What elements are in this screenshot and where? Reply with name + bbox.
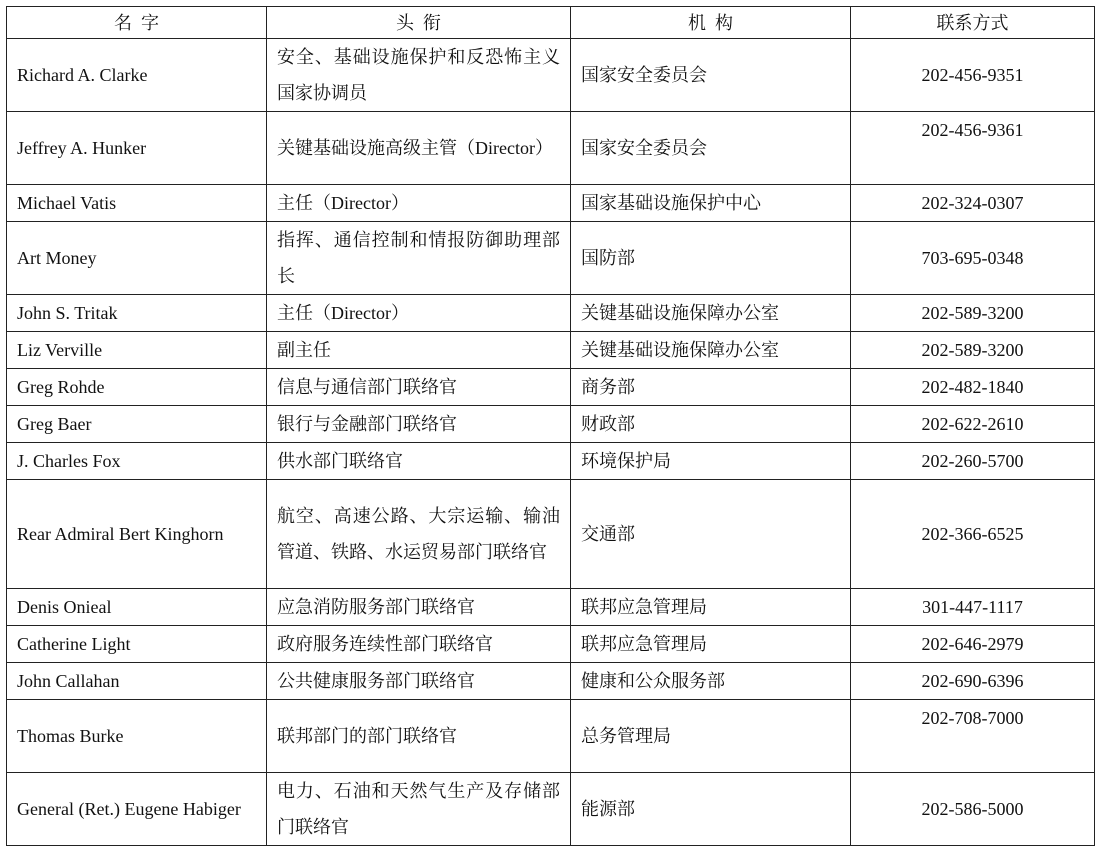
cell-title: 副主任 <box>267 332 571 369</box>
contact-table <box>6 6 1095 846</box>
cell-name: Liz Verville <box>7 332 267 369</box>
table-row <box>7 369 1095 406</box>
header-row <box>7 7 1095 39</box>
cell-org: 总务管理局 <box>571 700 851 773</box>
table-row <box>7 663 1095 700</box>
cell-contact: 703-695-0348 <box>851 222 1095 295</box>
cell-name: Denis Onieal <box>7 589 267 626</box>
cell-org: 环境保护局 <box>571 443 851 480</box>
cell-contact: 202-456-9361 <box>851 112 1095 185</box>
header-title: 头 衔 <box>267 7 571 39</box>
cell-name: Art Money <box>7 222 267 295</box>
cell-org: 联邦应急管理局 <box>571 626 851 663</box>
cell-org: 能源部 <box>571 773 851 846</box>
cell-name: Thomas Burke <box>7 700 267 773</box>
cell-contact: 202-622-2610 <box>851 406 1095 443</box>
cell-org: 财政部 <box>571 406 851 443</box>
cell-contact: 301-447-1117 <box>851 589 1095 626</box>
cell-title: 主任（Director） <box>267 295 571 332</box>
cell-org: 国防部 <box>571 222 851 295</box>
cell-name: Greg Baer <box>7 406 267 443</box>
cell-contact: 202-324-0307 <box>851 185 1095 222</box>
cell-title: 公共健康服务部门联络官 <box>267 663 571 700</box>
cell-name: Rear Admiral Bert Kinghorn <box>7 480 267 589</box>
header-contact: 联系方式 <box>851 7 1095 39</box>
cell-org: 关键基础设施保障办公室 <box>571 295 851 332</box>
cell-contact: 202-586-5000 <box>851 773 1095 846</box>
table-row <box>7 700 1095 773</box>
cell-name: Michael Vatis <box>7 185 267 222</box>
cell-name: Jeffrey A. Hunker <box>7 112 267 185</box>
cell-contact: 202-482-1840 <box>851 369 1095 406</box>
cell-name: J. Charles Fox <box>7 443 267 480</box>
table-row <box>7 222 1095 295</box>
table-row <box>7 185 1095 222</box>
cell-org: 商务部 <box>571 369 851 406</box>
table-row <box>7 406 1095 443</box>
cell-contact: 202-690-6396 <box>851 663 1095 700</box>
cell-contact: 202-589-3200 <box>851 295 1095 332</box>
cell-name: John Callahan <box>7 663 267 700</box>
cell-org: 国家基础设施保护中心 <box>571 185 851 222</box>
table-row <box>7 443 1095 480</box>
cell-contact: 202-646-2979 <box>851 626 1095 663</box>
table-row <box>7 39 1095 112</box>
cell-org: 健康和公众服务部 <box>571 663 851 700</box>
cell-name: General (Ret.) Eugene Habiger <box>7 773 267 846</box>
cell-contact: 202-366-6525 <box>851 480 1095 589</box>
cell-contact: 202-589-3200 <box>851 332 1095 369</box>
cell-contact: 202-708-7000 <box>851 700 1095 773</box>
cell-title: 联邦部门的部门联络官 <box>267 700 571 773</box>
cell-contact: 202-456-9351 <box>851 39 1095 112</box>
cell-title: 主任（Director） <box>267 185 571 222</box>
table-row <box>7 295 1095 332</box>
cell-title: 应急消防服务部门联络官 <box>267 589 571 626</box>
cell-org: 国家安全委员会 <box>571 39 851 112</box>
table-row <box>7 589 1095 626</box>
cell-title: 关键基础设施高级主管（Director） <box>267 112 571 185</box>
cell-org: 交通部 <box>571 480 851 589</box>
cell-org: 关键基础设施保障办公室 <box>571 332 851 369</box>
cell-name: Catherine Light <box>7 626 267 663</box>
cell-name: Richard A. Clarke <box>7 39 267 112</box>
cell-title: 指挥、通信控制和情报防御助理部长 <box>267 222 571 295</box>
cell-title: 电力、石油和天然气生产及存储部门联络官 <box>267 773 571 846</box>
cell-name: John S. Tritak <box>7 295 267 332</box>
table-row <box>7 773 1095 846</box>
header-name: 名 字 <box>7 7 267 39</box>
cell-org: 国家安全委员会 <box>571 112 851 185</box>
cell-title: 航空、高速公路、大宗运输、输油管道、铁路、水运贸易部门联络官 <box>267 480 571 589</box>
cell-title: 安全、基础设施保护和反恐怖主义国家协调员 <box>267 39 571 112</box>
table-row <box>7 480 1095 589</box>
table-row <box>7 626 1095 663</box>
cell-org: 联邦应急管理局 <box>571 589 851 626</box>
cell-title: 供水部门联络官 <box>267 443 571 480</box>
header-org: 机 构 <box>571 7 851 39</box>
cell-name: Greg Rohde <box>7 369 267 406</box>
table-row <box>7 112 1095 185</box>
cell-title: 政府服务连续性部门联络官 <box>267 626 571 663</box>
cell-title: 银行与金融部门联络官 <box>267 406 571 443</box>
cell-title: 信息与通信部门联络官 <box>267 369 571 406</box>
cell-contact: 202-260-5700 <box>851 443 1095 480</box>
table-row <box>7 332 1095 369</box>
